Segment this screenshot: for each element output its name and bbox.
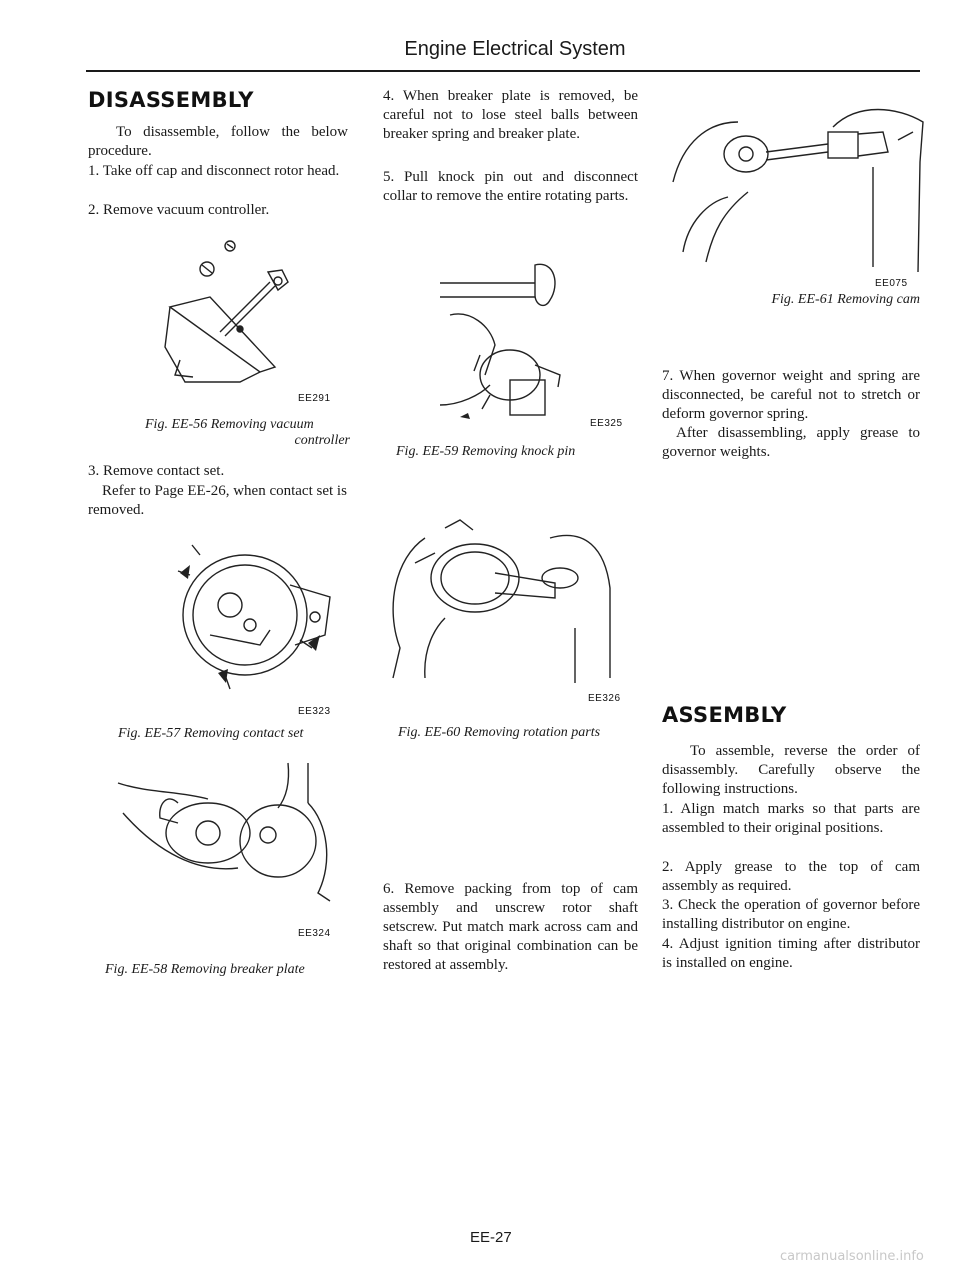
step-7: 7. When governor weight and spring are disconnected, be careful not to stretch or deform governor spring. [662, 368, 920, 422]
disassembly-heading: DISASSEMBLY [88, 88, 254, 112]
knock-pin-figure [440, 255, 590, 430]
vacuum-controller-figure [150, 232, 330, 402]
contact-set-figure [170, 535, 340, 695]
fig-ee61-code: EE075 [875, 278, 908, 289]
assembly-step-4: 4. Adjust ignition timing after distributor is installed on engine. [662, 936, 920, 971]
fig-ee56-code: EE291 [298, 393, 331, 404]
rotation-parts-figure [385, 518, 635, 688]
fig-ee61-caption: Fig. EE-61 Removing cam [771, 292, 920, 307]
step-4: 4. When breaker plate is removed, be careful not to lose steel balls between breaker spring and breaker plate. [383, 88, 638, 142]
page-number: EE-27 [470, 1229, 512, 1246]
header-rule [86, 70, 920, 72]
assembly-step-1: 1. Align match marks so that parts are assembled to their original positions. [662, 801, 920, 836]
fig-ee56-caption: Fig. EE-56 Removing vacuum [145, 417, 314, 432]
fig-ee60-code: EE326 [588, 693, 621, 704]
page-header: Engine Electrical System [404, 38, 626, 60]
fig-ee59-caption: Fig. EE-59 Removing knock pin [396, 444, 576, 459]
fig-ee58-caption: Fig. EE-58 Removing breaker plate [105, 962, 305, 977]
fig-ee56-caption-cont: controller [294, 433, 350, 448]
removing-cam-figure [668, 102, 930, 277]
fig-ee58-code: EE324 [298, 928, 331, 939]
breaker-plate-figure [118, 763, 348, 913]
step-2: 2. Remove vacuum controller. [88, 202, 270, 218]
assembly-step-2: 2. Apply grease to the top of cam assembly as required. [662, 859, 920, 894]
fig-ee60-caption: Fig. EE-60 Removing rotation parts [398, 725, 601, 740]
step-3-note: Refer to Page EE-26, when contact set is removed. [88, 483, 347, 518]
disassembly-intro: To disassemble, follow the below procedure. [88, 124, 348, 159]
step-7-note: After disassembling, apply grease to governor weights. [662, 425, 920, 460]
fig-ee59-code: EE325 [590, 418, 623, 429]
step-1: 1. Take off cap and disconnect rotor head. [88, 163, 340, 179]
assembly-heading: ASSEMBLY [662, 703, 787, 727]
assembly-intro: To assemble, reverse the order of disassembly. Carefully observe the following instructions. [662, 743, 920, 797]
step-3: 3. Remove contact set. [88, 463, 225, 479]
step-6: 6. Remove packing from top of cam assembly and unscrew rotor shaft setscrew. Put match mark across cam and shaft so that original combination can be restored at assembly. [383, 881, 638, 973]
step-5: 5. Pull knock pin out and disconnect collar to remove the entire rotating parts. [383, 169, 638, 204]
watermark: carmanualsonline.info [780, 1249, 924, 1264]
assembly-step-3: 3. Check the operation of governor before installing distributor on engine. [662, 897, 920, 932]
fig-ee57-caption: Fig. EE-57 Removing contact set [118, 726, 304, 741]
fig-ee57-code: EE323 [298, 706, 331, 717]
